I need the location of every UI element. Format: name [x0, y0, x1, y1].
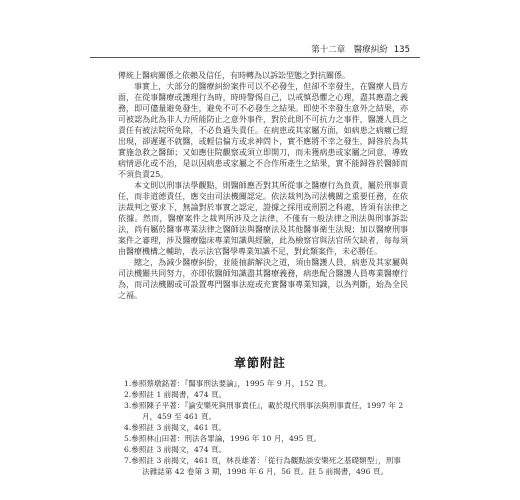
- notes-list: [118, 378, 408, 477]
- note-item: 5.參照林山田著：刑法各罪論，1996 年 10 月，495 頁。: [124, 434, 322, 443]
- section-title: 章節附註: [233, 356, 286, 370]
- body-text: [118, 70, 408, 301]
- page-number: 135: [393, 45, 410, 55]
- paragraph-intro: 傳統上醫病關係之依賴及信任，有時轉為以訴訟型態之對抗關係。: [118, 71, 350, 80]
- running-header: [311, 43, 410, 55]
- paragraph-conclusion: 總之，為減少醫療糾紛，並能抽薪解決之道，須由醫護人員，病患及其家屬與司法機關共同努力，亦即依醫師知識盡其醫療義務，病患配合醫護人員專業醫療行為，而司法機關或可設置專門醫事法庭或充實醫事專業知識，以為判斷，始為全民之福。: [118, 258, 408, 300]
- note-item: 6.參照註 3 前揭文，474 頁。: [124, 445, 227, 454]
- note-item: 2.參照註 1 前揭書，474 頁。: [124, 390, 227, 399]
- chapter-title: 第十二章 醫療糾紛: [311, 45, 388, 55]
- note-item: 4.參照註 3 前揭文，461 頁。: [124, 423, 227, 432]
- paragraph-legal-view: 本文則以刑事法學觀點，則醫師應否對其所從事之醫療行為負責，屬於刑事責任，而非道德責任，應交由司法機關認定。依法裁判為司法機關之重要任務，在依法裁判之要求下，無論對於事實之認定，證據之採用或刑罰之科處，皆須有法律之依據。然而，醫療案件之裁判所涉及之法律，不僅有一般法律之刑法與刑事訴訟法，尚有屬於醫事專業法律之醫師法與醫療法及其他醫事衛生法規；加以醫療刑事案件之審理，涉及醫療臨床專業知識與經驗，此為檢察官與法官所欠缺者，每每須由醫療機構之輔助，表示法官醫學專業知識不足，對此類案件，未必勝任。: [118, 181, 408, 256]
- note-item: 1.參照蔡墩銘著：『醫事刑法要論』，1995 年 9 月，152 頁。: [124, 379, 332, 388]
- paragraph-prevention: 事實上，大部分的醫療糾紛案件可以不必發生，但卻不幸發生，在醫療人員方面，在從事醫療或護理行為時，時時警惕自己，以戒慎恐懼之心理，盡其應盡之義務，即可儘量避免發生，避免不可不必發生之結果。即使不幸發生意外之結果，亦可被認為此為非人力所能防止之意外事件，對於此則不可抗力之事件，醫護人員之責任有被法院所免除，不必負過失責任。在病患或其家屬方面，如病患之病癥已經出現，卻遲遲不就醫，或輕信偏方或求神問卜，實不應將不幸之發生，歸咎於為其實施急救之醫師；又如應住院觀察或須立即開刀，而未獲病患或家屬之同意，導致病情惡化或不治，是以因病患或家屬之不合作所產生之結果，實不能歸咎於醫師而不須負責25。: [118, 82, 408, 179]
- header-rule: [90, 57, 420, 58]
- note-item: 7.參照註 3 前揭文，461 頁，林長雄著：「從行為觀點談安樂死之基礎類型」，刑事法雜誌第 42 卷第 3 期，1998 年 6 月，56 頁。註 5 前揭書，496 頁。: [124, 456, 401, 476]
- note-item: 3.參照陳子平著：『論安樂死與刑事責任』，載於現代刑事法與刑事責任，1997 年 2 月，459 至 461 頁。: [124, 401, 404, 421]
